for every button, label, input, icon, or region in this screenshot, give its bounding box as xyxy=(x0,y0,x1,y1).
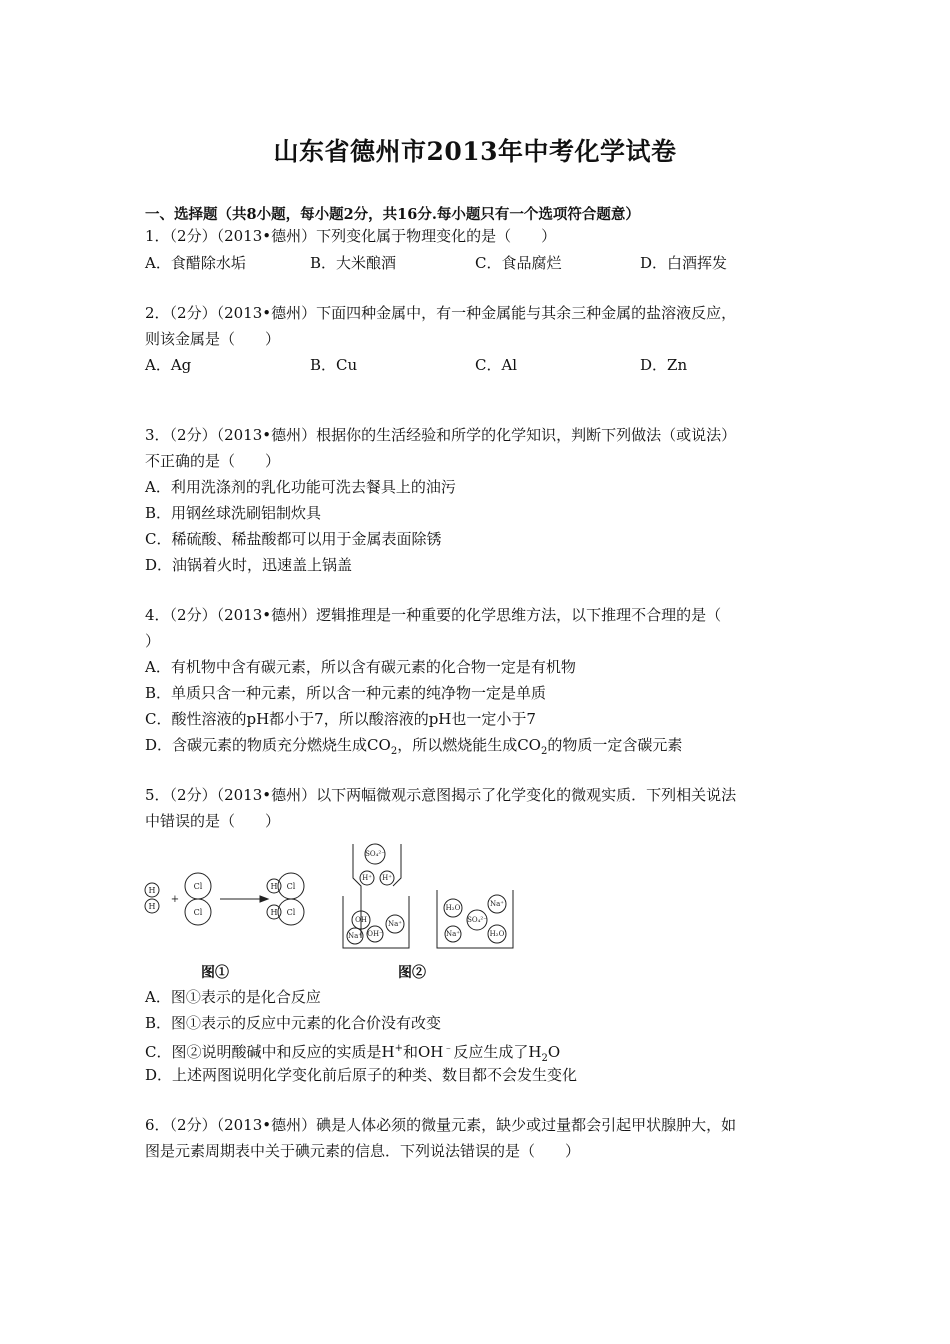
subscript-2: 2 xyxy=(541,1053,548,1064)
atom-h: H xyxy=(270,882,278,891)
question-2-stem: 2．（2分）（2013•德州）下面四种金属中，有一种金属能与其余三种金属的盐溶液反应， xyxy=(145,304,737,322)
question-6-stem: 6．（2分）（2013•德州）碘是人体必须的微量元素，缺少或过量都会引起甲状腺肿大，如 xyxy=(145,1116,737,1134)
question-5-stem: 5．（2分）（2013•德州）以下两幅微观示意图揭示了化学变化的微观实质．下列相关说法 xyxy=(145,786,737,804)
question-3-option-c: C．稀硫酸、稀盐酸都可以用于金属表面除锈 xyxy=(145,530,442,548)
question-1-option-a: A．食醋除水垢 xyxy=(145,254,246,272)
question-5-option-d: D．上述两图说明化学变化前后原子的种类、数目都不会发生变化 xyxy=(145,1066,578,1084)
option-d-part1: D．含碳元素的物质充分燃烧生成CO xyxy=(145,736,391,754)
superscript-plus: + xyxy=(394,1043,403,1054)
question-3-option-d: D．油锅着火时，迅速盖上锅盖 xyxy=(145,556,353,574)
option-c-part2: 和OH xyxy=(402,1043,444,1061)
ion-hydroxide: OH xyxy=(355,916,367,924)
figure-1-label: 图① xyxy=(201,965,229,981)
subscript-2: 2 xyxy=(390,746,398,757)
ion-sodium: Na⁺ xyxy=(388,920,402,928)
question-1-option-d: D．白酒挥发 xyxy=(640,254,728,272)
subscript-2: 2 xyxy=(540,746,548,757)
ion-hydroxide: OH⁻ xyxy=(367,930,383,938)
ion-sodium: Na⁺ xyxy=(490,900,504,908)
figure-2-diagram xyxy=(335,838,520,953)
option-d-part3: 的物质一定含碳元素 xyxy=(547,736,683,754)
question-1-option-b: B．大米酿酒 xyxy=(310,254,397,272)
atom-cl: Cl xyxy=(286,882,296,891)
question-3-option-b: B．用钢丝球洗刷铝制炊具 xyxy=(145,504,322,522)
option-c-part1: C．图②说明酸碱中和反应的实质是H xyxy=(145,1043,395,1061)
question-6-stem-cont: 图是元素周期表中关于碘元素的信息．下列说法错误的是（ ） xyxy=(145,1142,581,1160)
section-heading: 一、选择题（共8小题，每小题2分，共16分.每小题只有一个选项符合题意） xyxy=(145,206,640,223)
molecule-water: H₂O xyxy=(445,904,461,912)
question-4-stem-cont: ） xyxy=(145,632,161,650)
question-2-option-c: C．Al xyxy=(475,356,518,374)
question-3-option-a: A．利用洗涤剂的乳化功能可洗去餐具上的油污 xyxy=(145,478,456,496)
question-3-stem-cont: 不正确的是（ ） xyxy=(145,452,281,470)
option-c-part4: O xyxy=(547,1043,561,1061)
question-4-option-d xyxy=(145,735,682,762)
ion-hydrogen: H⁺ xyxy=(362,874,372,882)
ion-sulfate: SO₄²⁻ xyxy=(467,916,487,924)
question-5-option-a: A．图①表示的是化合反应 xyxy=(145,988,321,1006)
question-5-option-b: B．图①表示的反应中元素的化合价没有改变 xyxy=(145,1014,442,1032)
question-4-option-a: A．有机物中含有碳元素，所以含有碳元素的化合物一定是有机物 xyxy=(145,658,576,676)
superscript-minus: ﹣ xyxy=(443,1043,454,1054)
atom-h: H xyxy=(148,902,156,911)
molecule-water: H₂O xyxy=(489,930,505,938)
ion-sodium: Na⁺ xyxy=(446,930,460,938)
atom-h: H xyxy=(270,908,278,917)
question-3-stem: 3．（2分）（2013•德州）根据你的生活经验和所学的化学知识，判断下列做法（或说法） xyxy=(145,426,737,444)
question-4-option-c: C．酸性溶液的pH都小于7，所以酸溶液的pH也一定小于7 xyxy=(145,710,536,728)
figure-2-label: 图② xyxy=(398,965,426,981)
question-4-stem: 4．（2分）（2013•德州）逻辑推理是一种重要的化学思维方法，以下推理不合理的是（ xyxy=(145,606,722,624)
atom-h: H xyxy=(148,886,156,895)
option-d-part2: ，所以燃烧能生成CO xyxy=(397,736,541,754)
atom-cl: Cl xyxy=(193,882,203,891)
page-title: 山东省德州市2013年中考化学试卷 xyxy=(273,137,677,166)
figure-1-diagram xyxy=(140,868,315,938)
plus-sign: + xyxy=(170,894,180,905)
question-2-option-d: D．Zn xyxy=(640,356,688,374)
question-2-option-a: A．Ag xyxy=(145,356,192,374)
ion-sodium: Na⁺ xyxy=(348,932,362,940)
question-1-stem: 1．（2分）（2013•德州）下列变化属于物理变化的是（ ） xyxy=(145,227,557,245)
question-1-option-c: C．食品腐烂 xyxy=(475,254,562,272)
ion-sulfate: SO₄²⁻ xyxy=(365,850,385,858)
question-2-option-b: B．Cu xyxy=(310,356,358,374)
question-4-option-b: B．单质只含一种元素，所以含一种元素的纯净物一定是单质 xyxy=(145,684,547,702)
ion-hydrogen: H⁺ xyxy=(382,874,392,882)
question-5-stem-cont: 中错误的是（ ） xyxy=(145,812,281,830)
atom-cl: Cl xyxy=(193,908,203,917)
question-2-stem-cont: 则该金属是（ ） xyxy=(145,330,281,348)
option-c-part3: 反应生成了H xyxy=(453,1043,542,1061)
atom-cl: Cl xyxy=(286,908,296,917)
